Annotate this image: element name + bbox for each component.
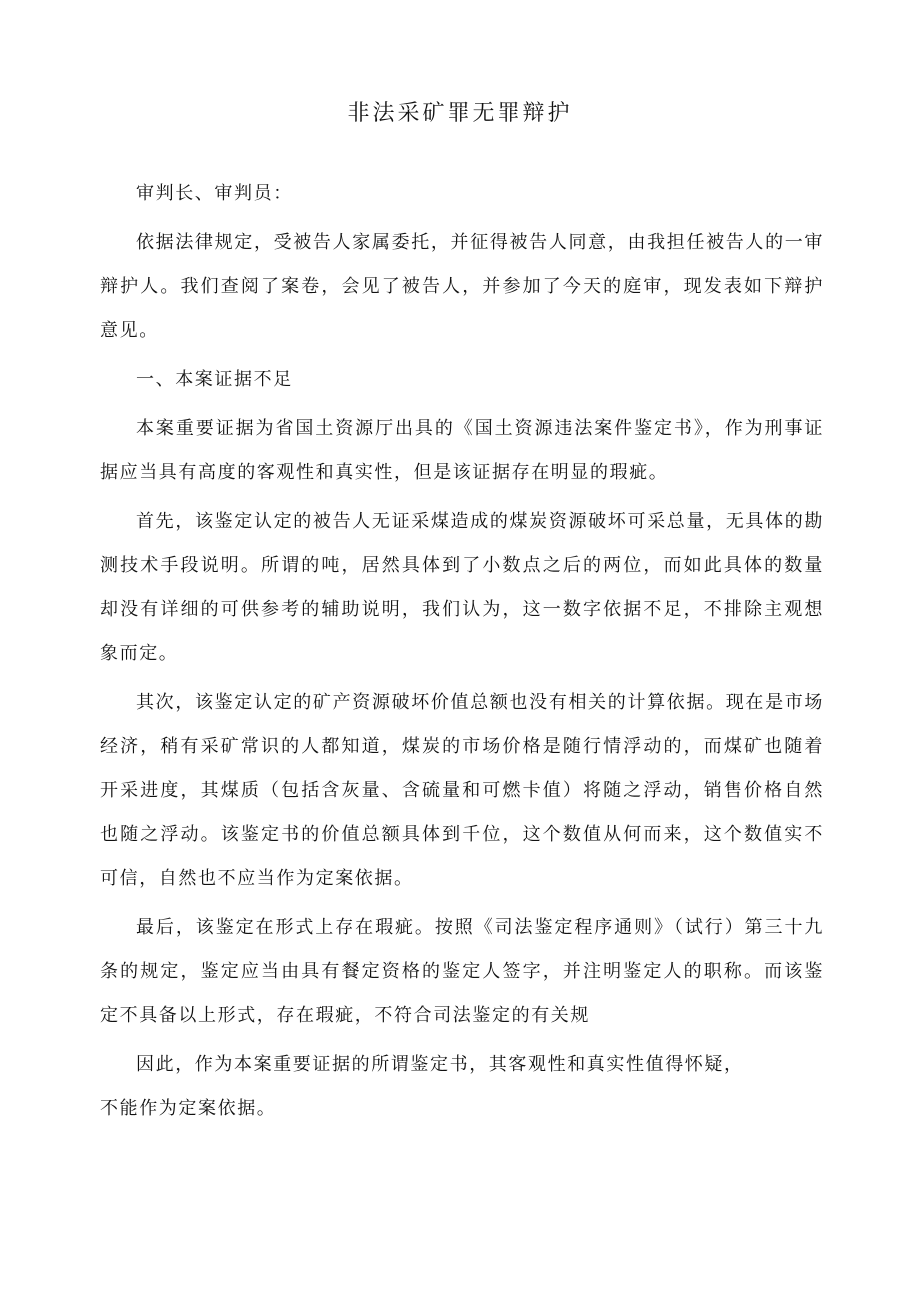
salutation: 审判长、审判员： <box>136 183 293 204</box>
paragraph-first: 首先，该鉴定认定的被告人无证采煤造成的煤炭资源破坏可采总量，无具体的勘测技术手段说明。所谓的吨，居然具体到了小数点之后的两位，而如此具体的数量却没有详细的可供参考的辅助说明，我们认为，这一数字依据不足，不排除主观想象而定。 <box>100 511 824 664</box>
paragraph-conclusion-end: 不能作为定案依据。 <box>100 1098 277 1119</box>
paragraph-evidence: 本案重要证据为省国土资源厅出具的《国土资源违法案件鉴定书》，作为刑事证据应当具有高度的客观性和真实性，但是该证据存在明显的瑕疵。 <box>100 418 824 483</box>
paragraph-last: 最后，该鉴定在形式上存在瑕疵。按照《司法鉴定程序通则》（试行）第三十九条的规定，鉴定应当由具有餐定资格的鉴定人签字，并注明鉴定人的职称。而该鉴定不具备以上形式，存在瑕疵，不符合司法鉴定的有关规 <box>100 917 824 1026</box>
section-heading: 一、本案证据不足 <box>136 369 293 390</box>
document-body <box>100 172 824 1136</box>
paragraph-intro: 依据法律规定，受被告人家属委托，并征得被告人同意，由我担任被告人的一审辩护人。我们查阅了案卷，会见了被告人，并参加了今天的庭审，现发表如下辩护意见。 <box>100 232 824 341</box>
paragraph-conclusion: 因此，作为本案重要证据的所谓鉴定书，其客观性和真实性值得怀疑， <box>136 1054 744 1075</box>
document-title: 非法采矿罪无罪辩护 <box>347 101 573 126</box>
paragraph-second: 其次，该鉴定认定的矿产资源破坏价值总额也没有相关的计算依据。现在是市场经济，稍有采矿常识的人都知道，煤炭的市场价格是随行情浮动的，而煤矿也随着开采进度，其煤质（包括含灰量、含硫量和可燃卡值）将随之浮动，销售价格自然也随之浮动。该鉴定书的价值总额具体到千位，这个数值从何而来，这个数值实不可信，自然也不应当作为定案依据。 <box>100 692 824 889</box>
